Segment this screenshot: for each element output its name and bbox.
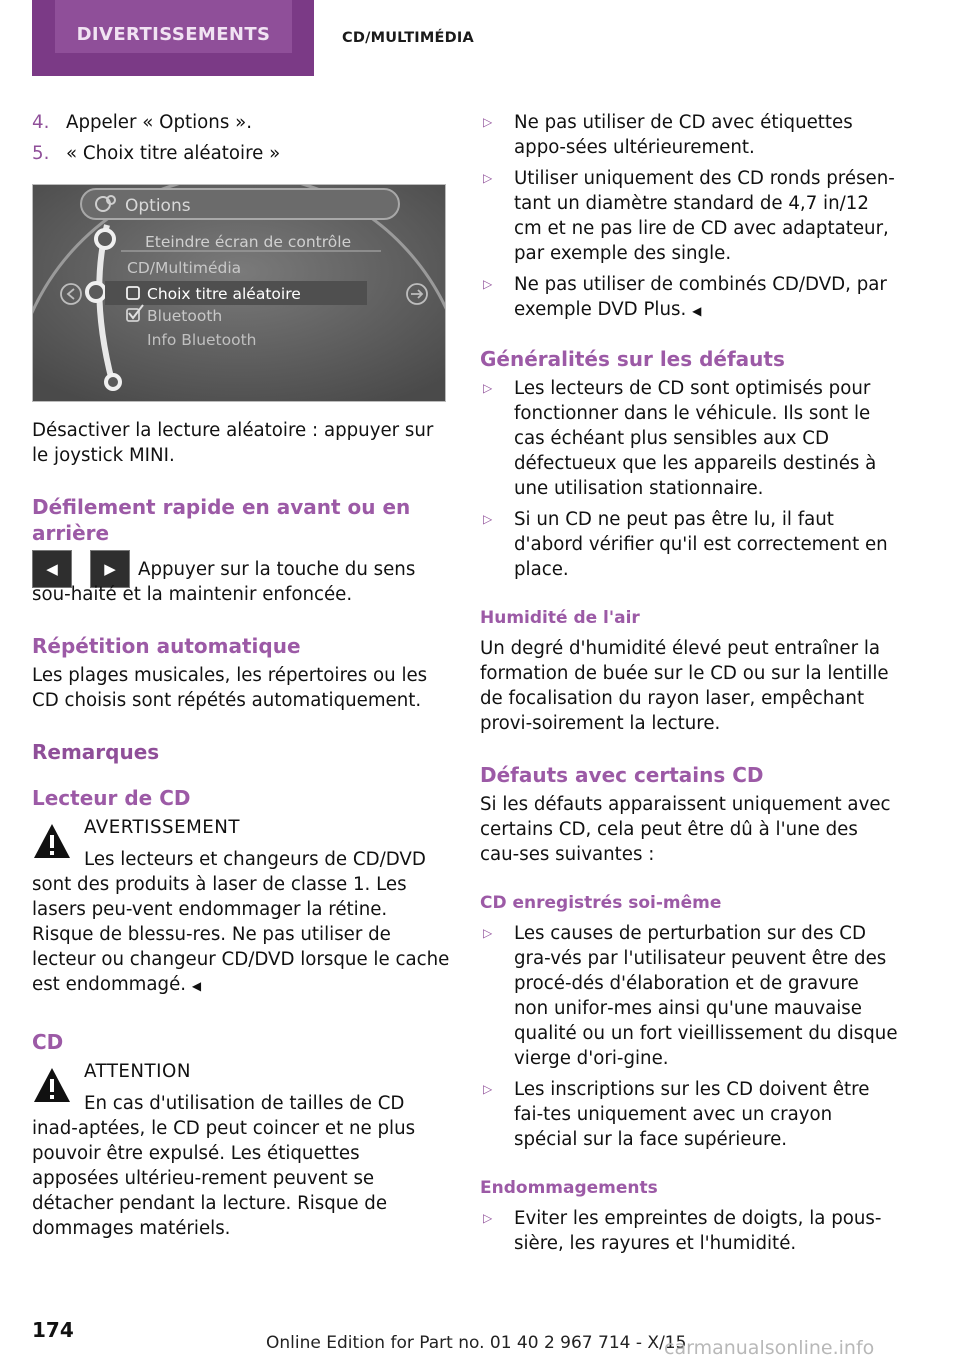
caution-triangle-icon bbox=[32, 1065, 72, 1105]
list-item: ▷ Ne pas utiliser de combinés CD/DVD, par exemple DVD Plus. ◀ bbox=[480, 272, 898, 324]
bullet-triangle-icon: ▷ bbox=[483, 277, 493, 291]
step-5: 5. « Choix titre aléatoire » bbox=[32, 143, 281, 164]
list-item: ▷ Eviter les empreintes de doigts, la pous‐sière, les rayures et l'humidité. bbox=[480, 1206, 898, 1256]
bullet-triangle-icon: ▷ bbox=[483, 1211, 493, 1225]
seek-forward-icon: ▶ bbox=[90, 550, 130, 588]
heading-fast-forward: Défilement rapide en avant ou en arrière bbox=[32, 495, 411, 545]
heading-humidity: Humidité de l'air bbox=[480, 608, 640, 628]
list-item: ▷ Les lecteurs de CD sont optimisés pour fonctionner dans le véhicule. Ils sont le cas échéant plus sensibles aux CD défectueux que les appareils destinés à une utilisation stationnaire. bbox=[480, 376, 898, 501]
heading-defaults: Généralités sur les défauts bbox=[480, 347, 785, 371]
warning-text: Les lecteurs et changeurs de CD/DVD sont des produits à laser de classe 1. Les lasers peu‐vent endommager la rétine. Risque de blessu‐res. Ne pas utiliser de lecteur ou changeur CD/DVD lorsque le cache est endommagé. bbox=[32, 849, 450, 995]
auto-repeat-text: Les plages musicales, les répertoires ou les CD choisis sont répétés automatiquement. bbox=[32, 665, 428, 711]
screen-menu-item-3: Bluetooth bbox=[147, 307, 223, 325]
screen-menu-item-0: Eteindre écran de contrôle bbox=[145, 233, 352, 251]
heading-certain-cds: Défauts avec certains CD bbox=[480, 763, 764, 787]
right-column bbox=[480, 110, 898, 1262]
left-column bbox=[32, 110, 450, 1241]
bullet-triangle-icon: ▷ bbox=[483, 512, 493, 526]
bullet-triangle-icon: ▷ bbox=[483, 926, 493, 940]
screen-menu-item-4: Info Bluetooth bbox=[147, 331, 257, 349]
page-number: 174 bbox=[32, 1318, 74, 1342]
warning-triangle-icon bbox=[32, 821, 72, 861]
screen-menu-item-1: CD/Multimédia bbox=[127, 259, 242, 277]
caution-block bbox=[32, 1059, 450, 1241]
bullet-triangle-icon: ▷ bbox=[483, 1082, 493, 1096]
end-mark-icon: ◀ bbox=[191, 979, 202, 993]
list-item: ▷ Les causes de perturbation sur des CD gra‐vés par l'utilisateur peuvent être des procé‐dés d'élaboration et de gravure non unifor‐mes ainsi qu'une mauvaise qualité ou un fort vieillissement du disque vierge d'ori‐gine. bbox=[480, 921, 898, 1071]
section-tab-label: DIVERTISSEMENTS bbox=[76, 24, 271, 45]
caution-text: En cas d'utilisation de tailles de CD inad‐aptées, le CD peut coincer et ne plus pouvoir être expulsé. Les étiquettes apposées ultérieu‐rement peuvent se détacher pendant la lecture. Risque de dommages matériels. bbox=[32, 1093, 416, 1239]
heading-cd: CD bbox=[32, 1030, 64, 1054]
list-item: ▷ Si un CD ne peut pas être lu, il faut d'abord vérifier qu'il est correctement en place. bbox=[480, 507, 898, 582]
seek-back-icon: ◀ bbox=[32, 550, 72, 588]
options-menu-display bbox=[33, 185, 446, 402]
watermark: carmanualsonline.info bbox=[664, 1337, 875, 1359]
end-mark-icon: ◀ bbox=[692, 304, 702, 318]
footer-edition: Online Edition for Part no. 01 40 2 967 714 - X/15 bbox=[266, 1333, 687, 1353]
list-item: ▷ Ne pas utiliser de CD avec étiquettes appo‐sées ultérieurement. bbox=[480, 110, 898, 160]
heading-cd-player: Lecteur de CD bbox=[32, 786, 191, 810]
heading-damage: Endommagements bbox=[480, 1178, 658, 1198]
step-4: 4. Appeler « Options ». bbox=[32, 112, 252, 133]
chapter-label: CD/MULTIMÉDIA bbox=[342, 30, 474, 46]
caution-title: ATTENTION bbox=[84, 1061, 191, 1082]
screen-title: Options bbox=[125, 196, 191, 216]
heading-remarks: Remarques bbox=[32, 740, 160, 764]
bullet-triangle-icon: ▷ bbox=[483, 115, 493, 129]
heading-auto-repeat: Répétition automatique bbox=[32, 634, 301, 658]
bullet-triangle-icon: ▷ bbox=[483, 381, 493, 395]
screen-menu-item-2: Choix titre aléatoire bbox=[147, 285, 301, 303]
heading-self-burned: CD enregistrés soi-même bbox=[480, 893, 722, 913]
shuffle-off-text: Désactiver la lecture aléatoire : appuyer sur le joystick MINI. bbox=[32, 420, 434, 466]
humidity-text: Un degré d'humidité élevé peut entraîner la formation de buée sur le CD ou sur la lentille de focalisation du rayon laser, empêchant provi‐soirement la lecture. bbox=[480, 638, 889, 734]
list-item: ▷ Utiliser uniquement des CD ronds présen‐tant un diamètre standard de 4,7 in/12 cm et ne pas lire de CD avec adaptateur, par exemple des single. bbox=[480, 166, 898, 266]
fast-forward-text: Appuyer sur la touche du sens sou‐haité et la maintenir enfoncée. bbox=[32, 559, 416, 605]
warning-block bbox=[32, 815, 450, 999]
list-item: ▷ Les inscriptions sur les CD doivent être fai‐tes uniquement avec un crayon spécial sur la face supérieure. bbox=[480, 1077, 898, 1152]
warning-title: AVERTISSEMENT bbox=[84, 817, 240, 838]
certain-cds-text: Si les défauts apparaissent uniquement avec certains CD, cela peut être dû à l'une des cau‐ses suivantes : bbox=[480, 794, 891, 865]
bullet-triangle-icon: ▷ bbox=[483, 171, 493, 185]
control-display-screenshot bbox=[32, 184, 446, 402]
